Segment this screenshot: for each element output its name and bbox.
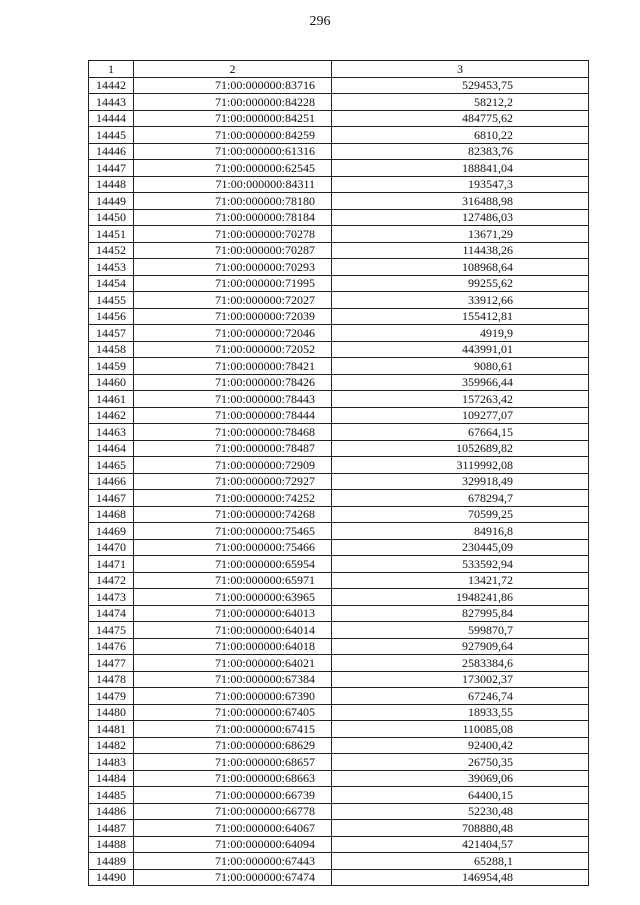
cadastral-number-cell: 71:00:000000:72039 [134, 308, 332, 325]
table-row [89, 490, 589, 507]
cadastral-number-cell: 71:00:000000:78180 [134, 193, 332, 210]
cadastral-number-cell: 71:00:000000:67474 [134, 869, 332, 886]
cadastral-number-cell: 71:00:000000:65971 [134, 572, 332, 589]
row-number-cell: 14443 [89, 94, 134, 111]
cadastral-value-cell: 82383,76 [332, 143, 589, 160]
table-row [89, 275, 589, 292]
row-number-cell: 14483 [89, 754, 134, 771]
cadastral-value-cell: 114438,26 [332, 242, 589, 259]
cadastral-number-cell: 71:00:000000:78444 [134, 407, 332, 424]
cadastral-number-cell: 71:00:000000:72927 [134, 473, 332, 490]
cadastral-number-cell: 71:00:000000:67443 [134, 853, 332, 870]
row-number-cell: 14462 [89, 407, 134, 424]
cadastral-value-table [88, 60, 589, 886]
cadastral-number-cell: 71:00:000000:75465 [134, 523, 332, 540]
table-body [89, 77, 589, 886]
cadastral-number-cell: 71:00:000000:68663 [134, 770, 332, 787]
cadastral-number-cell: 71:00:000000:65954 [134, 556, 332, 573]
cadastral-value-cell: 443991,01 [332, 341, 589, 358]
row-number-cell: 14480 [89, 704, 134, 721]
table-row [89, 820, 589, 837]
table-row [89, 127, 589, 144]
cadastral-number-cell: 71:00:000000:70278 [134, 226, 332, 243]
cadastral-value-cell: 108968,64 [332, 259, 589, 276]
table-row [89, 341, 589, 358]
cadastral-number-cell: 71:00:000000:72909 [134, 457, 332, 474]
cadastral-number-cell: 71:00:000000:72046 [134, 325, 332, 342]
cadastral-number-cell: 71:00:000000:63965 [134, 589, 332, 606]
cadastral-value-cell: 13421,72 [332, 572, 589, 589]
cadastral-value-cell: 927909,64 [332, 638, 589, 655]
row-number-cell: 14479 [89, 688, 134, 705]
row-number-cell: 14454 [89, 275, 134, 292]
row-number-cell: 14476 [89, 638, 134, 655]
cadastral-value-cell: 67246,74 [332, 688, 589, 705]
table-row [89, 143, 589, 160]
column-header-cadastral-number: 2 [134, 61, 332, 78]
table-row [89, 259, 589, 276]
cadastral-value-cell: 533592,94 [332, 556, 589, 573]
cadastral-value-cell: 173002,37 [332, 671, 589, 688]
cadastral-value-cell: 9080,61 [332, 358, 589, 375]
cadastral-number-cell: 71:00:000000:64018 [134, 638, 332, 655]
cadastral-value-cell: 26750,35 [332, 754, 589, 771]
cadastral-value-cell: 13671,29 [332, 226, 589, 243]
cadastral-value-cell: 127486,03 [332, 209, 589, 226]
cadastral-value-cell: 99255,62 [332, 275, 589, 292]
cadastral-value-cell: 92400,42 [332, 737, 589, 754]
table-row [89, 242, 589, 259]
cadastral-number-cell: 71:00:000000:84228 [134, 94, 332, 111]
row-number-cell: 14472 [89, 572, 134, 589]
row-number-cell: 14485 [89, 787, 134, 804]
table-row [89, 94, 589, 111]
row-number-cell: 14444 [89, 110, 134, 127]
row-number-cell: 14457 [89, 325, 134, 342]
row-number-cell: 14474 [89, 605, 134, 622]
cadastral-number-cell: 71:00:000000:64013 [134, 605, 332, 622]
table-row [89, 869, 589, 886]
cadastral-number-cell: 71:00:000000:84259 [134, 127, 332, 144]
table-row [89, 308, 589, 325]
table-row [89, 803, 589, 820]
cadastral-number-cell: 71:00:000000:71995 [134, 275, 332, 292]
cadastral-number-cell: 71:00:000000:64094 [134, 836, 332, 853]
row-number-cell: 14445 [89, 127, 134, 144]
table-row [89, 836, 589, 853]
cadastral-value-cell: 33912,66 [332, 292, 589, 309]
cadastral-number-cell: 71:00:000000:78468 [134, 424, 332, 441]
table-row [89, 671, 589, 688]
cadastral-number-cell: 71:00:000000:64014 [134, 622, 332, 639]
row-number-cell: 14486 [89, 803, 134, 820]
table-row [89, 622, 589, 639]
row-number-cell: 14469 [89, 523, 134, 540]
table-row [89, 556, 589, 573]
row-number-cell: 14453 [89, 259, 134, 276]
cadastral-value-cell: 155412,81 [332, 308, 589, 325]
row-number-cell: 14468 [89, 506, 134, 523]
cadastral-value-cell: 146954,48 [332, 869, 589, 886]
cadastral-value-cell: 599870,7 [332, 622, 589, 639]
cadastral-number-cell: 71:00:000000:64021 [134, 655, 332, 672]
cadastral-number-cell: 71:00:000000:78184 [134, 209, 332, 226]
table-row [89, 787, 589, 804]
cadastral-number-cell: 71:00:000000:78487 [134, 440, 332, 457]
row-number-cell: 14475 [89, 622, 134, 639]
table-header-row [89, 61, 589, 78]
table-row [89, 457, 589, 474]
table-row [89, 523, 589, 540]
cadastral-number-cell: 71:00:000000:67390 [134, 688, 332, 705]
table-row [89, 754, 589, 771]
cadastral-value-cell: 827995,84 [332, 605, 589, 622]
row-number-cell: 14465 [89, 457, 134, 474]
cadastral-value-cell: 52230,48 [332, 803, 589, 820]
table-row [89, 209, 589, 226]
table-row [89, 176, 589, 193]
table-row [89, 655, 589, 672]
cadastral-number-cell: 71:00:000000:66778 [134, 803, 332, 820]
row-number-cell: 14449 [89, 193, 134, 210]
cadastral-number-cell: 71:00:000000:72027 [134, 292, 332, 309]
cadastral-number-cell: 71:00:000000:72052 [134, 341, 332, 358]
table-row [89, 770, 589, 787]
column-header-number: 1 [89, 61, 134, 78]
row-number-cell: 14455 [89, 292, 134, 309]
table-row [89, 391, 589, 408]
column-header-value: 3 [332, 61, 589, 78]
table-row [89, 539, 589, 556]
cadastral-value-cell: 484775,62 [332, 110, 589, 127]
row-number-cell: 14460 [89, 374, 134, 391]
table-row [89, 853, 589, 870]
table-row [89, 440, 589, 457]
row-number-cell: 14450 [89, 209, 134, 226]
table-row [89, 407, 589, 424]
cadastral-number-cell: 71:00:000000:67405 [134, 704, 332, 721]
row-number-cell: 14473 [89, 589, 134, 606]
table-row [89, 688, 589, 705]
cadastral-number-cell: 71:00:000000:67415 [134, 721, 332, 738]
cadastral-value-cell: 18933,55 [332, 704, 589, 721]
cadastral-value-cell: 359966,44 [332, 374, 589, 391]
page-number: 296 [309, 14, 331, 29]
cadastral-value-cell: 84916,8 [332, 523, 589, 540]
cadastral-number-cell: 71:00:000000:78426 [134, 374, 332, 391]
table-row [89, 737, 589, 754]
cadastral-number-cell: 71:00:000000:66739 [134, 787, 332, 804]
row-number-cell: 14464 [89, 440, 134, 457]
cadastral-number-cell: 71:00:000000:62545 [134, 160, 332, 177]
table-row [89, 374, 589, 391]
cadastral-number-cell: 71:00:000000:74268 [134, 506, 332, 523]
cadastral-value-cell: 109277,07 [332, 407, 589, 424]
row-number-cell: 14458 [89, 341, 134, 358]
cadastral-value-cell: 6810,22 [332, 127, 589, 144]
row-number-cell: 14461 [89, 391, 134, 408]
table-row [89, 473, 589, 490]
row-number-cell: 14484 [89, 770, 134, 787]
cadastral-number-cell: 71:00:000000:75466 [134, 539, 332, 556]
table-row [89, 110, 589, 127]
table-row [89, 424, 589, 441]
row-number-cell: 14448 [89, 176, 134, 193]
cadastral-value-cell: 157263,42 [332, 391, 589, 408]
cadastral-number-cell: 71:00:000000:61316 [134, 143, 332, 160]
cadastral-value-cell: 2583384,6 [332, 655, 589, 672]
row-number-cell: 14488 [89, 836, 134, 853]
table-row [89, 506, 589, 523]
row-number-cell: 14456 [89, 308, 134, 325]
row-number-cell: 14470 [89, 539, 134, 556]
cadastral-value-cell: 316488,98 [332, 193, 589, 210]
cadastral-number-cell: 71:00:000000:68657 [134, 754, 332, 771]
cadastral-value-cell: 678294,7 [332, 490, 589, 507]
row-number-cell: 14482 [89, 737, 134, 754]
table-row [89, 358, 589, 375]
cadastral-value-cell: 329918,49 [332, 473, 589, 490]
table-row [89, 325, 589, 342]
cadastral-number-cell: 71:00:000000:84311 [134, 176, 332, 193]
table-row [89, 160, 589, 177]
cadastral-number-cell: 71:00:000000:84251 [134, 110, 332, 127]
table-row [89, 77, 589, 94]
row-number-cell: 14447 [89, 160, 134, 177]
cadastral-number-cell: 71:00:000000:67384 [134, 671, 332, 688]
cadastral-value-cell: 64400,15 [332, 787, 589, 804]
cadastral-value-cell: 1052689,82 [332, 440, 589, 457]
row-number-cell: 14478 [89, 671, 134, 688]
cadastral-value-cell: 39069,06 [332, 770, 589, 787]
row-number-cell: 14463 [89, 424, 134, 441]
cadastral-value-cell: 708880,48 [332, 820, 589, 837]
cadastral-value-cell: 193547,3 [332, 176, 589, 193]
row-number-cell: 14452 [89, 242, 134, 259]
cadastral-number-cell: 71:00:000000:78443 [134, 391, 332, 408]
table-row [89, 193, 589, 210]
cadastral-number-cell: 71:00:000000:74252 [134, 490, 332, 507]
cadastral-value-cell: 230445,09 [332, 539, 589, 556]
cadastral-value-cell: 188841,04 [332, 160, 589, 177]
cadastral-value-cell: 1948241,86 [332, 589, 589, 606]
cadastral-value-cell: 67664,15 [332, 424, 589, 441]
row-number-cell: 14489 [89, 853, 134, 870]
table-row [89, 638, 589, 655]
row-number-cell: 14477 [89, 655, 134, 672]
row-number-cell: 14481 [89, 721, 134, 738]
cadastral-value-cell: 110085,08 [332, 721, 589, 738]
cadastral-number-cell: 71:00:000000:78421 [134, 358, 332, 375]
cadastral-value-cell: 4919,9 [332, 325, 589, 342]
table-row [89, 589, 589, 606]
row-number-cell: 14466 [89, 473, 134, 490]
row-number-cell: 14467 [89, 490, 134, 507]
cadastral-number-cell: 71:00:000000:70287 [134, 242, 332, 259]
cadastral-value-cell: 421404,57 [332, 836, 589, 853]
table-row [89, 721, 589, 738]
row-number-cell: 14487 [89, 820, 134, 837]
row-number-cell: 14442 [89, 77, 134, 94]
cadastral-value-cell: 70599,25 [332, 506, 589, 523]
cadastral-number-cell: 71:00:000000:64067 [134, 820, 332, 837]
row-number-cell: 14446 [89, 143, 134, 160]
table-row [89, 704, 589, 721]
table-row [89, 572, 589, 589]
cadastral-value-cell: 58212,2 [332, 94, 589, 111]
table-row [89, 605, 589, 622]
cadastral-number-cell: 71:00:000000:68629 [134, 737, 332, 754]
row-number-cell: 14471 [89, 556, 134, 573]
row-number-cell: 14490 [89, 869, 134, 886]
table-row [89, 292, 589, 309]
row-number-cell: 14451 [89, 226, 134, 243]
cadastral-number-cell: 71:00:000000:83716 [134, 77, 332, 94]
cadastral-value-cell: 529453,75 [332, 77, 589, 94]
cadastral-value-cell: 3119992,08 [332, 457, 589, 474]
cadastral-value-cell: 65288,1 [332, 853, 589, 870]
cadastral-number-cell: 71:00:000000:70293 [134, 259, 332, 276]
table-row [89, 226, 589, 243]
row-number-cell: 14459 [89, 358, 134, 375]
